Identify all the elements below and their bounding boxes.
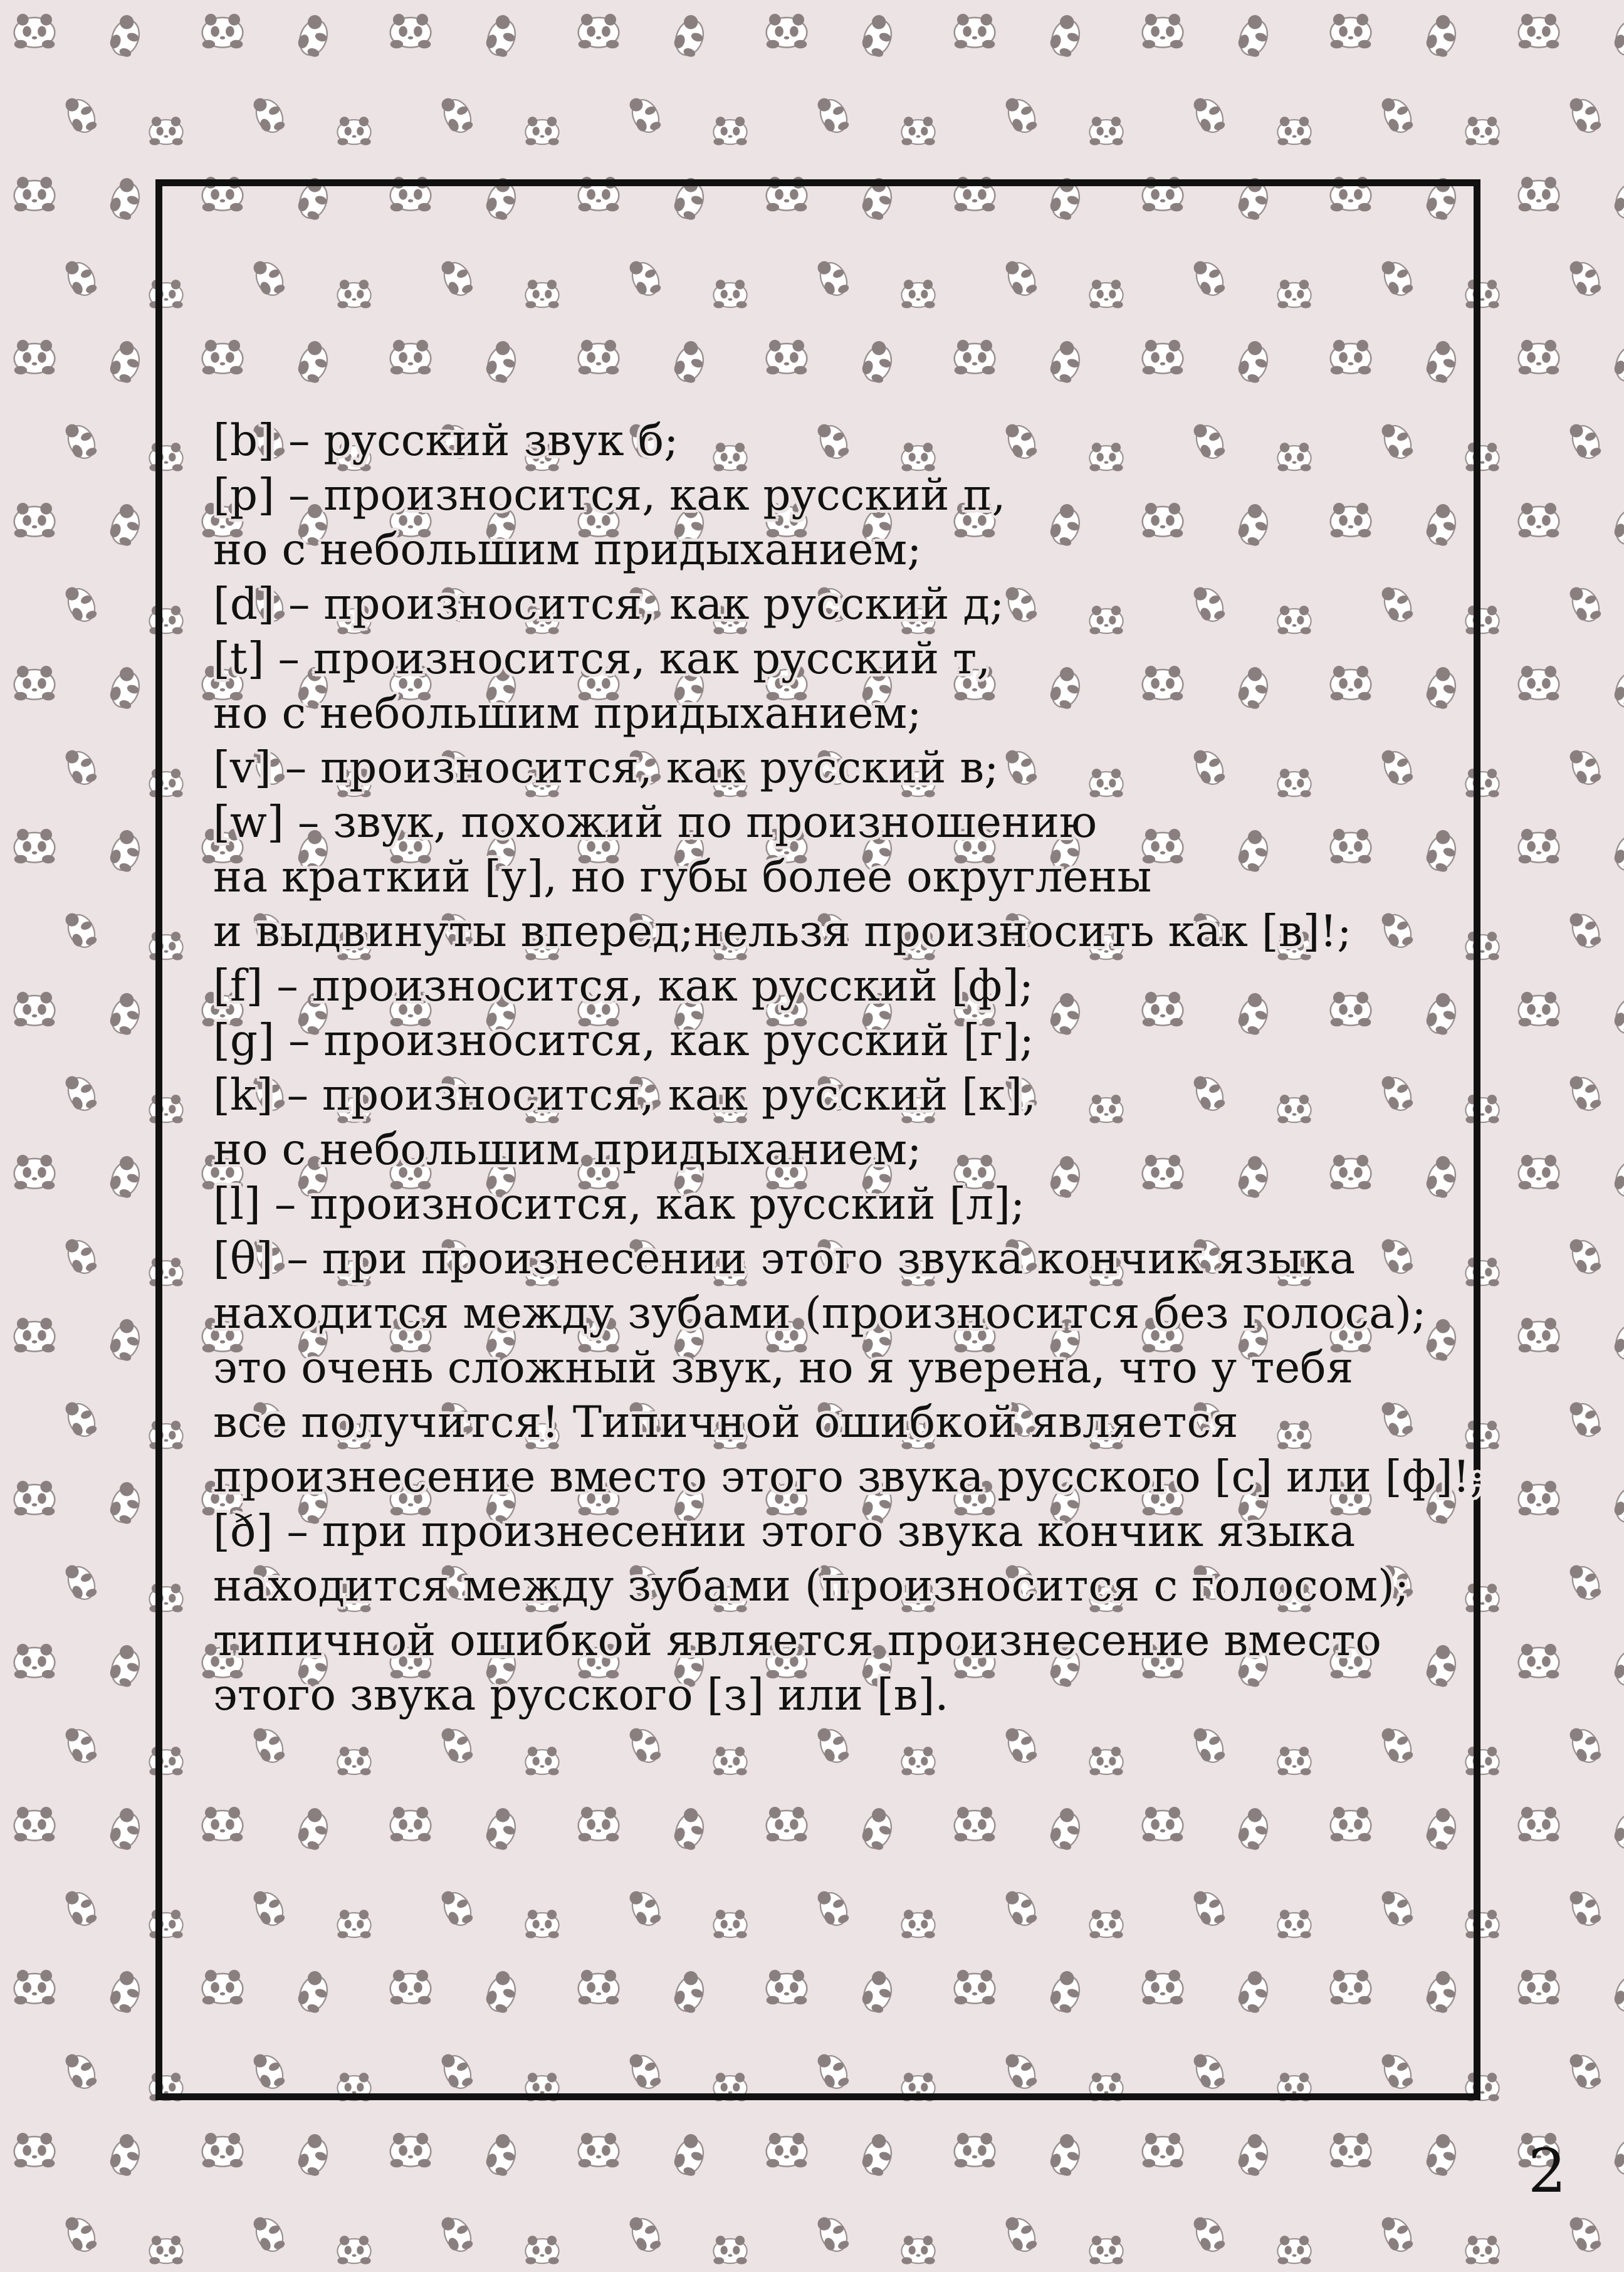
text-line: [k] – произносится, как русский [к], — [213, 1070, 1037, 1120]
text-line: [t] – произносится, как русский т, — [213, 634, 991, 684]
text-line: [ð] – при произнесении этого звука кончик языка — [213, 1507, 1356, 1557]
text-line: [v] – произносится, как русский в; — [213, 743, 999, 793]
text-line: этого звука русского [з] или [в]. — [213, 1670, 949, 1720]
text-line: все получится! Типичной ошибкой является — [213, 1397, 1239, 1448]
text-line: [b] – русский звук б; — [213, 416, 679, 466]
text-line: на краткий [у], но губы более округлены — [213, 852, 1152, 902]
text-line: [w] – звук, похожий по произношению — [213, 797, 1098, 848]
phonetics-text — [213, 414, 1485, 1723]
text-line: находится между зубами (произносится без голоса); — [213, 1288, 1427, 1338]
text-line: [θ] – при произнесении этого звука кончик языка — [213, 1234, 1356, 1284]
text-line: но с небольшим придыханием; — [213, 1125, 922, 1175]
text-line: [p] – произносится, как русский п, — [213, 470, 1006, 520]
text-line: [d] – произносится, как русский д; — [213, 579, 1005, 629]
text-line: типичной ошибкой является произнесение вместо — [213, 1616, 1381, 1666]
text-line: [l] – произносится, как русский [л]; — [213, 1179, 1025, 1229]
text-line: но с небольшим придыханием; — [213, 688, 922, 739]
text-line: [f] – произносится, как русский [ф]; — [213, 961, 1034, 1011]
text-line: но с небольшим придыханием; — [213, 525, 922, 575]
text-line: и выдвинуты вперед;нельзя произносить как [в]!; — [213, 907, 1352, 957]
page-number: 2 — [1527, 2136, 1566, 2206]
text-line: произнесение вместо этого звука русского [с] или [ф]!; — [213, 1452, 1485, 1502]
text-line: это очень сложный звук, но я уверена, что у тебя — [213, 1343, 1354, 1393]
text-line: находится между зубами (произносится с голосом); — [213, 1561, 1410, 1611]
text-line: [g] – произносится, как русский [г]; — [213, 1016, 1034, 1066]
